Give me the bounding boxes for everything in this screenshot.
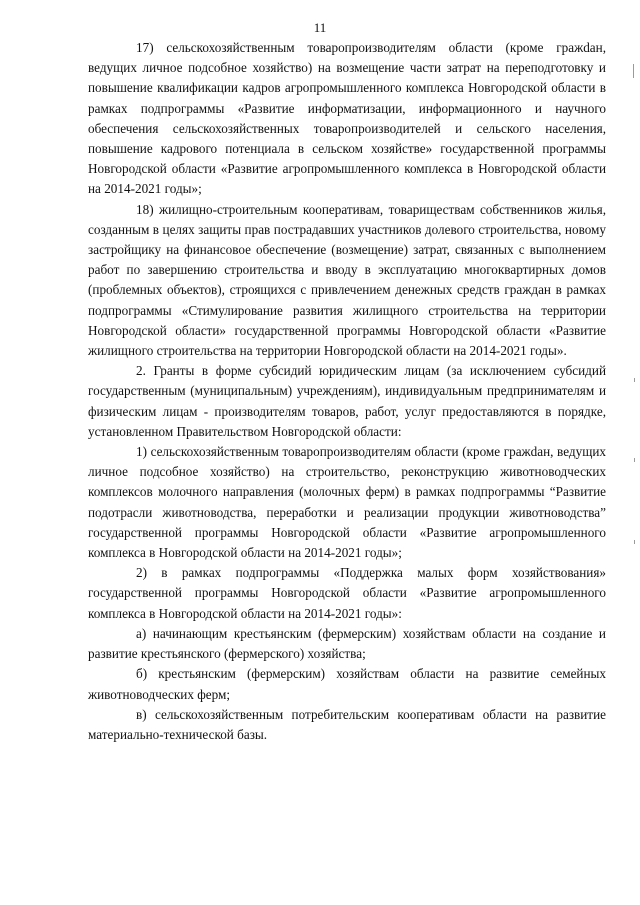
scan-edge-mark [634, 458, 635, 462]
document-body [88, 38, 606, 745]
paragraph-grants-2b: б) крестьянским (фермерским) хозяйствам области на развитие семейных животноводческих ферм; [88, 666, 606, 702]
paragraph-grants: 2. Гранты в форме субсидий юридическим лицам (за исключением субсидий государственным (муниципальным) учреждениям), индивидуальным предпринимателям и физическим лицам - производителям товаров, работ, услуг предоставляются в порядке, установленном Правительством Новгородской области: [88, 363, 606, 439]
paragraph-18: 18) жилищно-строительным кооперативам, товариществам собственников жилья, созданным в целях защиты прав пострадавших участников долевого строительства, новому застройщику на финансовое обеспечение (возмещение) затрат, связанных с выполнением работ по завершению строительства и вводу в эксплуатацию многоквартирных домов (проблемных объектов), строящихся с привлечением денежных средств граждан в рамках подпрограммы «Стимулирование развития жилищного строительства на территории Новгородской области» государственной программы Новгородской области «Развитие жилищного строительства на территории Новгородской области на 2014-2021 годы». [88, 201, 606, 359]
scan-edge-mark [634, 540, 635, 544]
paragraph-17: 17) сельскохозяйственным товаропроизводителям области (кроме гражdан, ведущих личное подсобное хозяйство) на возмещение части затрат на переподготовку и повышение квалификации кадров агропромышленного комплекса Новгородской области в рамках подпрограммы «Развитие информатизации, информационного и научного обеспечения сельскохозяйственных товаропроизводителей и сельского населения, повышение кадрового потенциала в сельском хозяйстве» государственной программы Новгородской области «Развитие агропромышленного комплекса в Новгородской области на 2014-2021 годы»; [88, 40, 606, 197]
paragraph-grants-2: 2) в рамках подпрограммы «Поддержка малых форм хозяйствования» государственной программы Новгородской области «Развитие агропромышленного комплекса в Новгородской области на 2014-2021 годы»: [88, 565, 606, 621]
scan-edge-mark [634, 378, 635, 382]
scan-edge-mark [633, 64, 634, 78]
page-number: 11 [313, 20, 327, 35]
paragraph-grants-2a: а) начинающим крестьянским (фермерским) хозяйствам области на создание и развитие крестьянского (фермерского) хозяйства; [88, 625, 606, 662]
paragraph-grants-1: 1) сельскохозяйственным товаропроизводителям области (кроме гражdан, ведущих личное подсобное хозяйство) на строительство, реконструкцию животноводческих комплексов молочного направления (молочных ферм) в рамках подпрограммы “Развитие подотрасли животноводства, переработки и реализации продукции животноводства” государственной программы Новгородской области «Развитие агропромышленного комплекса в Новгородской области на 2014-2021 годы»; [88, 444, 606, 561]
paragraph-grants-2c: в) сельскохозяйственным потребительским кооперативам области на развитие материально-технической базы. [88, 706, 606, 742]
